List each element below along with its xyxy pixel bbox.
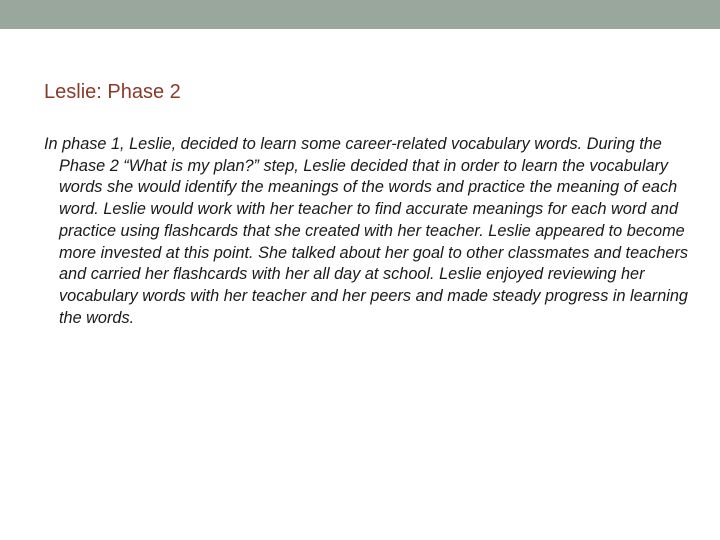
- top-accent-band: [0, 0, 720, 29]
- slide-body-paragraph: In phase 1, Leslie, decided to learn some career-related vocabulary words. During the Phase 2 “What is my plan?” step, Leslie decided that in order to learn the vocabulary words she would identify the meanings of the words and practice the meaning of each word. Leslie would work with her teacher to find accurate meanings for each word and practice using flashcards that she created with her teacher. Leslie appeared to become more invested at this point. She talked about her goal to other classmates and teachers and carried her flashcards with her all day at school. Leslie enjoyed reviewing her vocabulary words with her teacher and her peers and made steady progress in learning the words.: [44, 135, 689, 327]
- slide-title: Leslie: Phase 2: [44, 81, 181, 103]
